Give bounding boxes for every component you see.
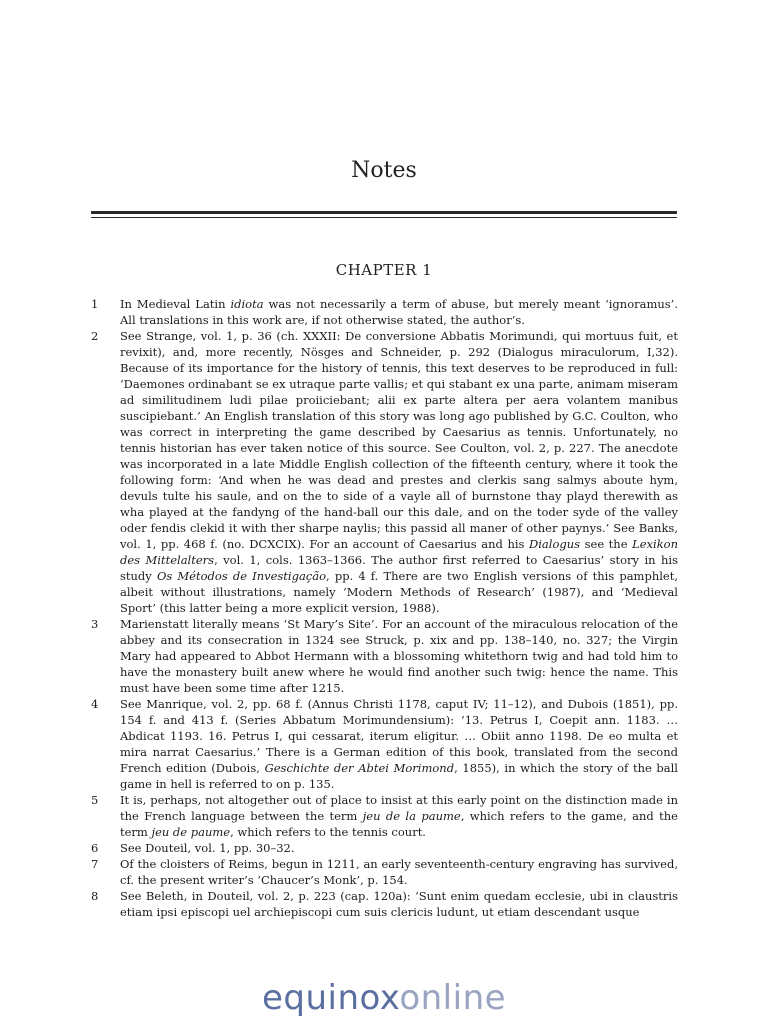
note-item	[91, 792, 678, 840]
note-text: See Strange, vol. 1, p. 36 (ch. XXXII: De conversione Abbatis Morimundi, qui mortuus fuit, et revixit), and, more recently, Nösges and Schneider, p. 292 (Dialogus miraculorum, I,32). Because of its importance for the history of tennis, this text deserves to be reproduced in full: ‘Daemones ordinabant se ex utraque parte vallis; et qui stabant ex una parte, animam miseram ad similitudinem ludi pilae proiiciebant; alii ex parte altera per aera volantem manibus suscipiebant.’ An English translation of this story was long ago published by G.C. Coulton, who was correct in interpreting the game described by Caesarius as tennis. Unfortunately, no tennis historian has ever taken notice of this source. See Coulton, vol. 2, p. 227. The anecdote was incorporated in a late Middle English collection of the fifteenth century, where it took the following form: ‘And when he was dead and prestes and clerkis sang salmys aboute hym, devuls tulte his saule, and on the to side of a vayle all of burnstone thay playd therewith as wha played at the fandyng of the hand-ball our this dale, and on the toder syde of the valley oder fendis clekid it with ther sharpe naylis; this passid all maner of other paynys.’ See Banks, vol. 1, pp. 468 f. (no. DCXCIX). For an account of Caesarius and his Dialogus see the Lexikon des Mittelalters, vol. 1, cols. 1363–1366. The author first referred to Caesarius’ story in his study Os Métodos de Investigação, pp. 4 f. There are two English versions of this pamphlet, albeit without illustrations, namely ‘Modern Methods of Research’ (1987), and ‘Medieval Sport’ (this latter being a more explicit version, 1988).	[120, 329, 679, 615]
note-number: 6	[91, 841, 99, 855]
note-item	[91, 840, 678, 856]
note-number: 5	[91, 793, 99, 807]
title-rule-thick	[91, 211, 677, 214]
notes-list	[91, 296, 678, 920]
note-text: Marienstatt literally means ‘St Mary’s Site’. For an account of the miraculous relocation of the abbey and its consecration in 1324 see Struck, p. xix and pp. 138–140, no. 327; the Virgin Mary had appeared to Abbot Hermann with a blossoming whitethorn twig and had told him to have the monastery built anew where he would find another such twig: hence the name. This must have been some time after 1215.	[120, 617, 678, 695]
note-number: 2	[91, 329, 99, 343]
page-title: Notes	[351, 158, 417, 183]
note-number: 1	[91, 297, 99, 311]
note-text: See Douteil, vol. 1, pp. 30–32.	[120, 841, 295, 855]
note-item	[91, 296, 678, 328]
note-number: 4	[91, 697, 99, 711]
note-text: Of the cloisters of Reims, begun in 1211, an early seventeenth-century engraving has survived, cf. the present writer’s ‘Chaucer’s Monk’, p. 154.	[120, 857, 678, 887]
note-item	[91, 616, 678, 696]
publisher-logo	[0, 978, 768, 1018]
note-text: In Medieval Latin idiota was not necessarily a term of abuse, but merely meant ‘ignoramus’. All translations in this work are, if not otherwise stated, the author’s.	[120, 297, 678, 327]
chapter-heading: CHAPTER 1	[335, 261, 433, 279]
logo-part-equinox: equinox	[261, 978, 400, 1018]
note-number: 3	[91, 617, 99, 631]
note-number: 7	[91, 857, 99, 871]
note-item	[91, 696, 678, 792]
note-text: See Manrique, vol. 2, pp. 68 f. (Annus Christi 1178, caput IV; 11–12), and Dubois (1851), pp. 154 f. and 413 f. (Series Abbatum Morimundensium): ‘13. Petrus I, Coepit ann. 1183. … Abdicat 1193. 16. Petrus I, qui cessarat, iterum eligitur. … Obiit anno 1198. De eo multa et mira narrat Caesarius.’ There is a German edition of this book, translated from the second French edition (Dubois, Geschichte der Abtei Morimond, 1855), in which the story of the ball game in hell is referred to on p. 135.	[120, 697, 678, 791]
note-text: It is, perhaps, not altogether out of place to insist at this early point on the distinction made in the French language between the term jeu de la paume, which refers to the game, and the term jeu de paume, which refers to the tennis court.	[120, 793, 678, 839]
note-number: 8	[91, 889, 99, 903]
title-rule-thin	[91, 217, 677, 218]
note-item	[91, 888, 678, 920]
logo-part-online: online	[399, 978, 507, 1018]
note-item	[91, 328, 678, 616]
note-text: See Beleth, in Douteil, vol. 2, p. 223 (cap. 120a): ‘Sunt enim quedam ecclesie, ubi in claustris etiam ipsi episcopi uel archiepiscopi cum suis clericis ludunt, ut etiam descendant usque	[120, 889, 678, 919]
note-item	[91, 856, 678, 888]
